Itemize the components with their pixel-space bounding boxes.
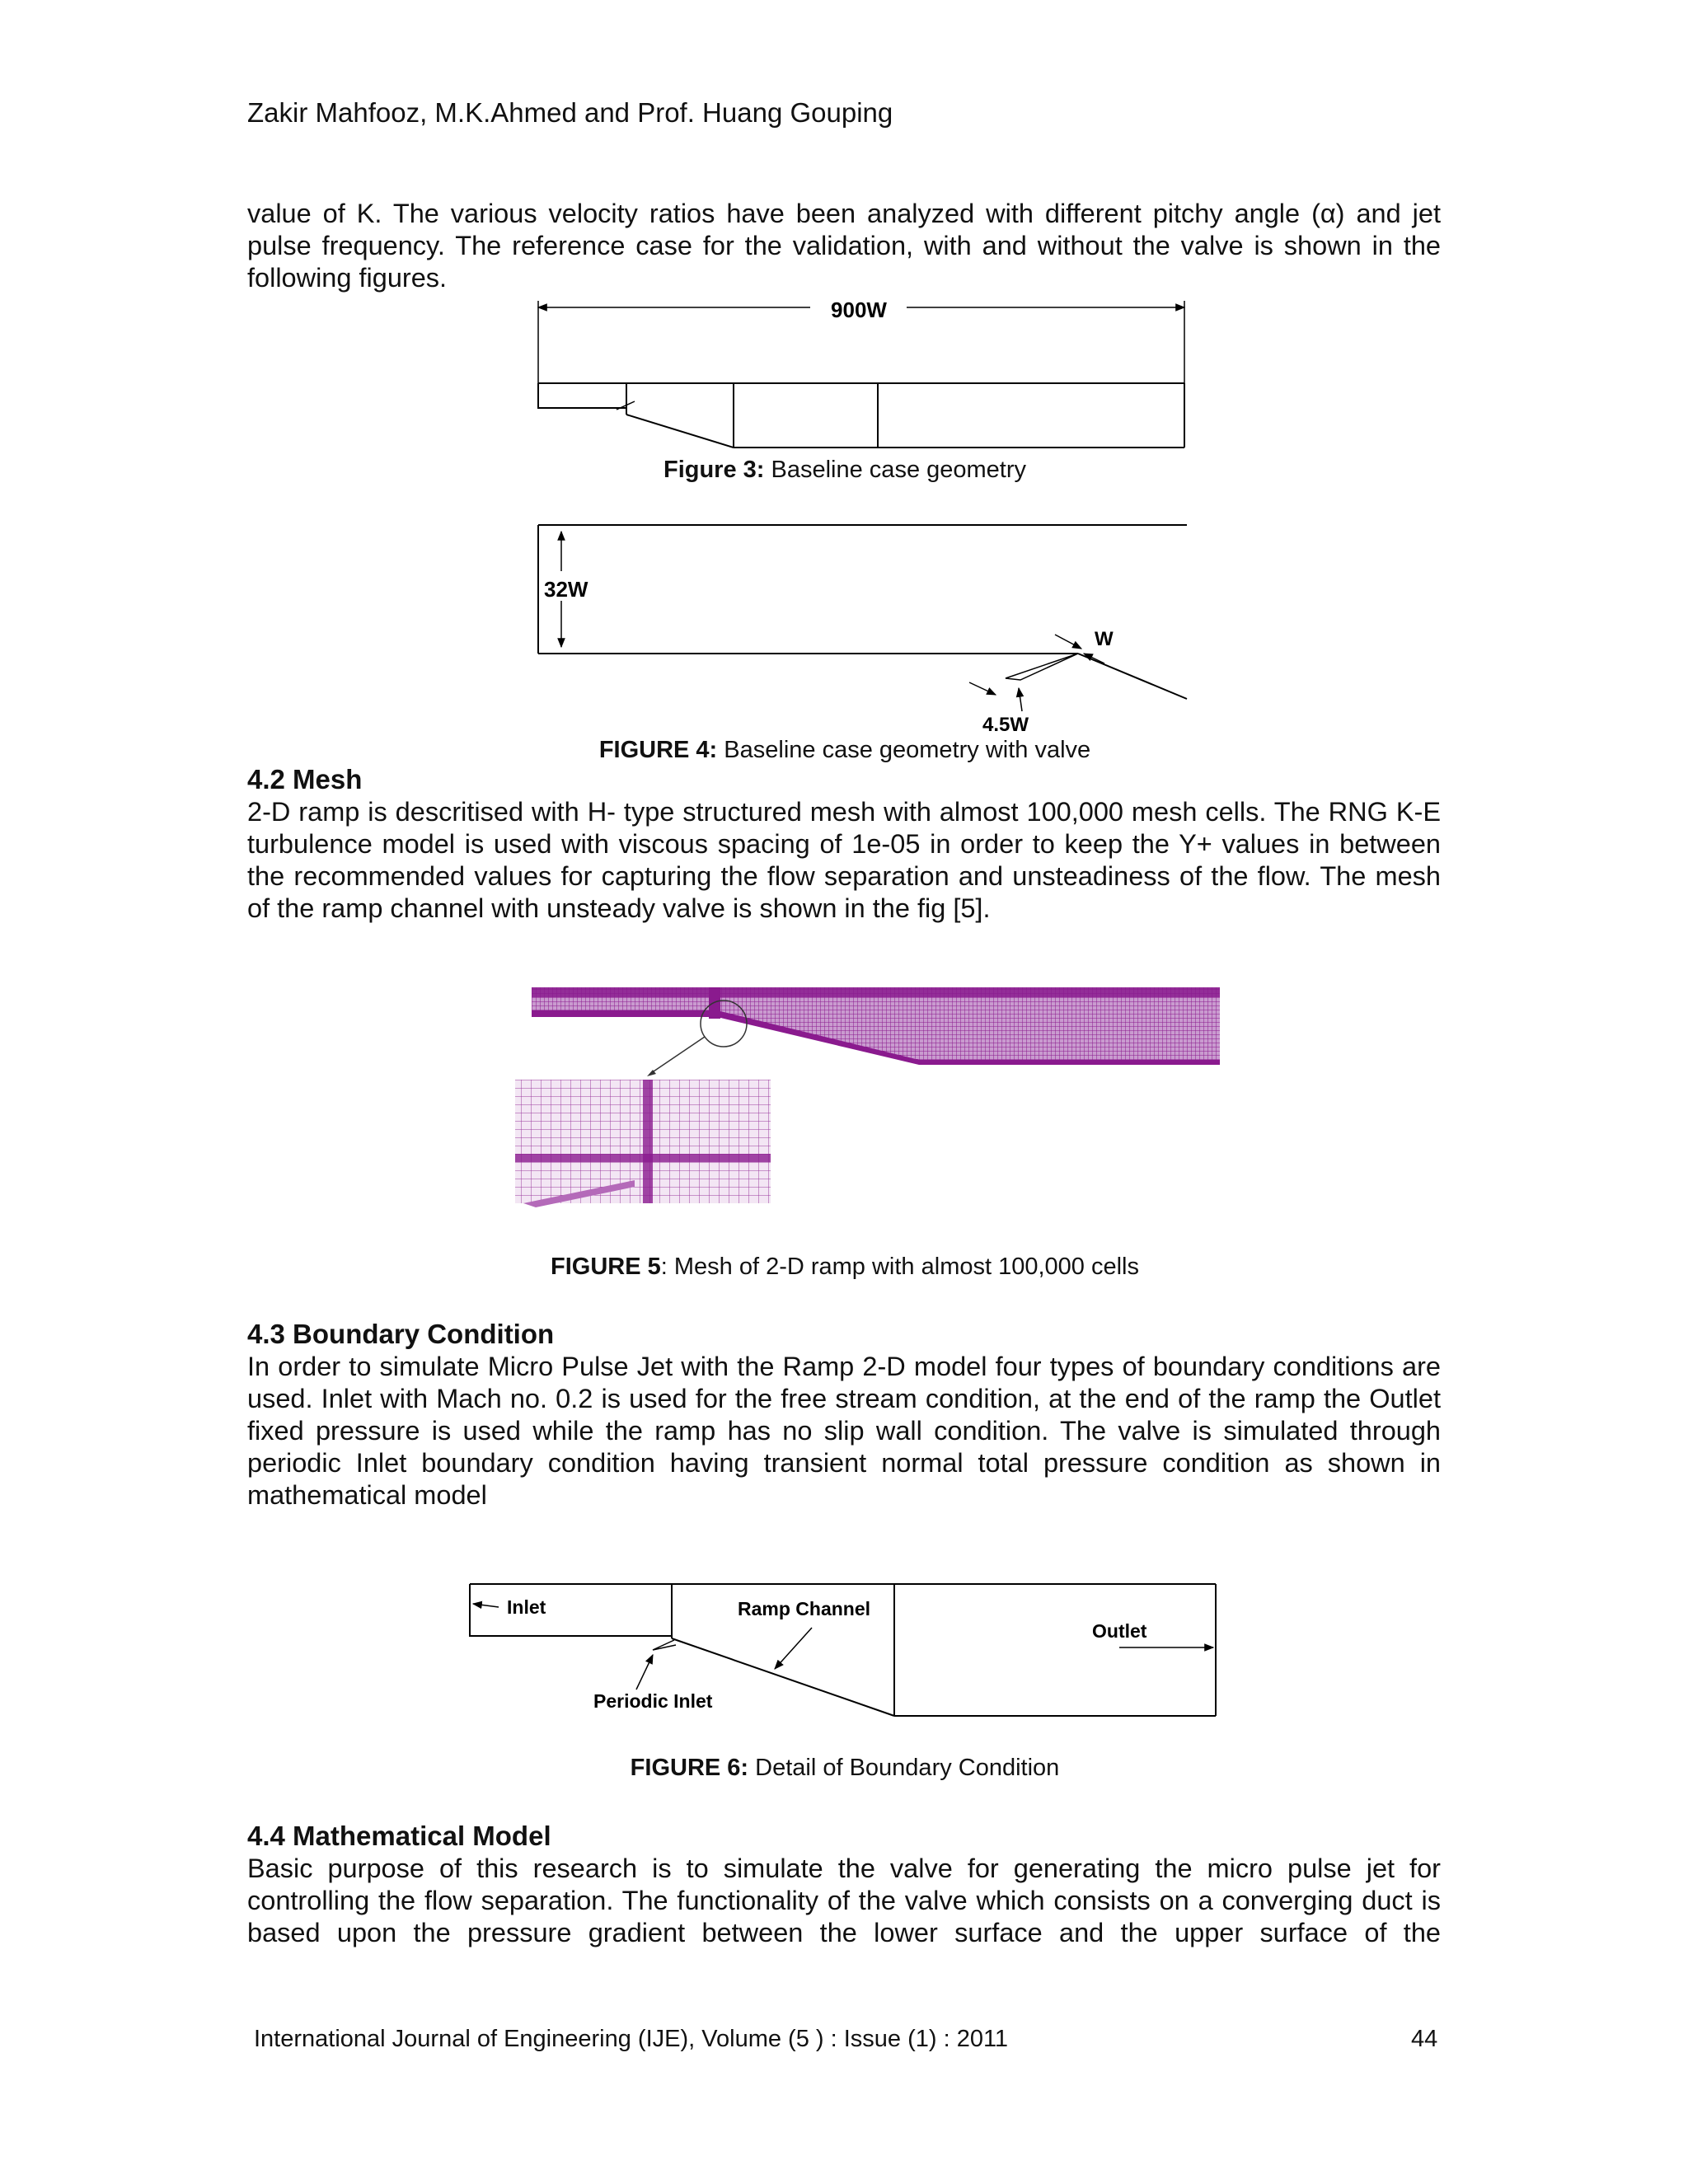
section-boundary-paragraph: In order to simulate Micro Pulse Jet with the Ramp 2-D model four types of boundary conditions are used. Inlet with Mach no. 0.2 is used for the free stream condition, at the end of the ramp the Outlet fixed pressure is used while the ramp has no slip wall condition. The valve is simulated through periodic Inlet boundary condition having transient normal total pressure condition as shown in mathematical model xyxy=(247,1352,1441,1510)
section-mesh-heading: 4.2 Mesh xyxy=(247,764,363,794)
figure-3-caption-label: Figure 3: xyxy=(663,457,765,483)
figure-3-diagram xyxy=(528,293,1195,457)
figure-3-caption xyxy=(495,457,1195,484)
figure-4-diagram xyxy=(528,515,1203,742)
figure-6 xyxy=(462,1574,1220,1731)
figure-5-mesh-image xyxy=(511,981,1228,1220)
figure-6-caption-text: Detail of Boundary Condition xyxy=(748,1755,1060,1781)
figure-6-caption-label: FIGURE 6: xyxy=(630,1755,749,1781)
figure-6-caption xyxy=(495,1755,1195,1782)
figure-3 xyxy=(528,293,1195,457)
section-math-heading: 4.4 Mathematical Model xyxy=(247,1821,551,1851)
figure-6-diagram xyxy=(462,1574,1220,1731)
figure-5-caption-text: : Mesh of 2-D ramp with almost 100,000 cells xyxy=(660,1254,1139,1280)
figure-6-periodic-label: Periodic Inlet xyxy=(593,1690,713,1712)
figure-4 xyxy=(528,515,1203,742)
section-math-paragraph: Basic purpose of this research is to simulate the valve for generating the micro pulse jet for controlling the flow separation. The functionality of the valve which consists on a converging duct is based upon the pressure gradient between the lower surface and the upper surface of the xyxy=(247,1854,1441,1947)
section-boundary-heading: 4.3 Boundary Condition xyxy=(247,1319,555,1349)
footer-journal: International Journal of Engineering (IJE), Volume (5 ) : Issue (1) : 2011 xyxy=(254,2026,1009,2052)
intro-paragraph: value of K. The various velocity ratios have been analyzed with different pitchy angle (α) and jet pulse frequency. The reference case for the validation, with and without the valve is shown in the following figures. xyxy=(247,199,1441,293)
figure-6-outlet-label: Outlet xyxy=(1092,1620,1147,1642)
figure-5 xyxy=(511,981,1228,1220)
figure-4-caption xyxy=(495,737,1195,764)
figure-5-caption-label: FIGURE 5 xyxy=(551,1254,661,1280)
footer-page-number: 44 xyxy=(1411,2026,1438,2052)
figure-3-dimension-label: 900W xyxy=(831,298,887,322)
figure-4-caption-label: FIGURE 4: xyxy=(598,737,718,763)
figure-4-width-label: W xyxy=(1095,628,1114,650)
figure-6-ramp-label: Ramp Channel xyxy=(738,1598,871,1619)
section-mesh-paragraph: 2-D ramp is descritised with H- type structured mesh with almost 100,000 mesh cells. The RNG K-E turbulence model is used with viscous spacing of 1e-05 in order to keep the Y+ values in between the recommended values for capturing the flow separation and unsteadiness of the flow. The mesh of the ramp channel with unsteady valve is shown in the fig [5]. xyxy=(247,797,1441,923)
figure-6-inlet-label: Inlet xyxy=(507,1596,546,1618)
figure-5-caption xyxy=(495,1254,1195,1281)
figure-3-caption-text: Baseline case geometry xyxy=(764,457,1027,483)
figure-4-length-label: 4.5W xyxy=(982,714,1029,736)
figure-4-caption-text: Baseline case geometry with valve xyxy=(717,737,1091,763)
figure-4-height-label: 32W xyxy=(544,577,588,602)
running-header-authors: Zakir Mahfooz, M.K.Ahmed and Prof. Huang Gouping xyxy=(247,97,893,128)
